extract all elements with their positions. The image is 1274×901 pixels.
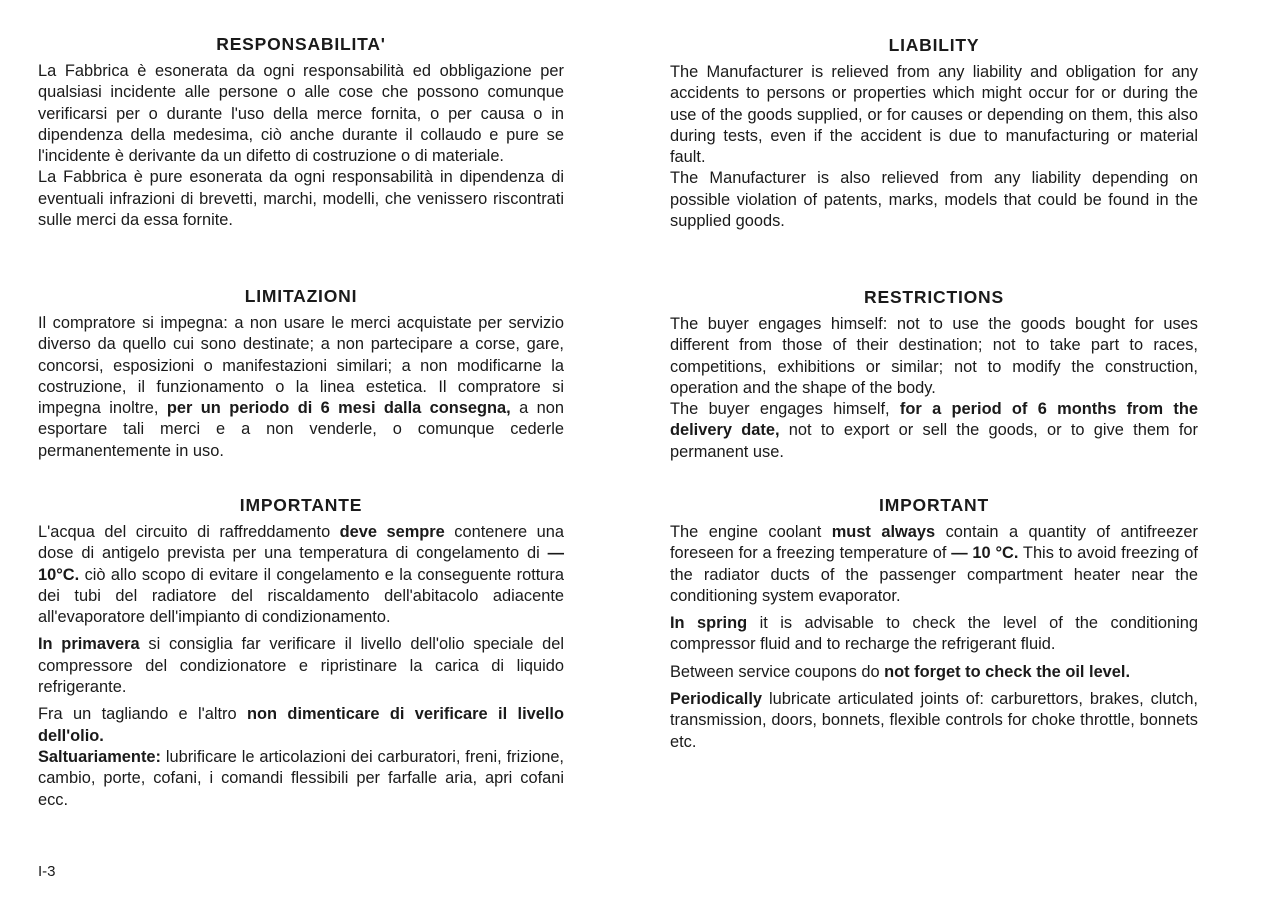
paragraph: La Fabbrica è pure esonerata da ogni responsabilità in dipendenza di eventuali infrazioni di brevetti, marchi, modelli, che venissero riscontrati sulle merci da essa fornite.: [38, 168, 564, 230]
section-body: [670, 522, 1198, 753]
section-responsabilita: [38, 33, 564, 231]
bold-text: Saltuariamente:: [38, 747, 161, 766]
text-run: Fra un tagliando e l'altro: [38, 705, 248, 724]
paragraph: [670, 613, 1198, 656]
text-run: it is advisable to check the level of the conditioning compressor fluid and to recharge the refrigerant fluid.: [670, 614, 1198, 654]
page-number: I-3: [38, 863, 56, 880]
text-run: lubrificare le articolazioni dei carburatori, freni, frizione, cambio, porte, cofani, i comandi flessibili per farfalle aria, apri cofani ecc.: [38, 747, 564, 809]
text-run: This to avoid freezing of the radiator ducts of the passenger compartment heater near the conditioning system evaporator.: [670, 544, 1198, 605]
paragraph: [38, 522, 564, 628]
paragraph: [670, 689, 1198, 753]
paragraph: The buyer engages himself: not to use the goods bought for uses different from those of their destination; not to take part to races, competitions, exhibitions or similar; not to modify the construction, operation and the shape of the body.: [670, 315, 1198, 397]
paragraph: The Manufacturer is also relieved from any liability depending on possible violation of patents, marks, models that could be found in the supplied goods.: [670, 169, 1198, 231]
bold-text: — 10 °C.: [951, 544, 1019, 563]
text-run: The buyer engages himself,: [670, 400, 900, 419]
text-run: L'acqua del circuito di raffreddamento: [38, 523, 340, 541]
text-run: contenere una dose di antigelo prevista per una temperatura di congelamento di: [38, 523, 564, 563]
text-run: not to export or sell the goods, or to give them for permanent use.: [670, 421, 1198, 461]
text-run: a non esportare tali merci e a non venderle, o comunque cederle permanentemente in uso.: [38, 399, 564, 460]
text-run: The engine coolant: [670, 523, 832, 541]
text-run: Between service coupons do: [670, 662, 885, 681]
text-run: lubricate articulated joints of: carburettors, brakes, clutch, transmission, doors, bonnets, flexible controls for choke throttle, bonnets etc.: [670, 690, 1198, 751]
bold-text: deve sempre: [339, 523, 445, 541]
paragraph: [670, 522, 1198, 607]
section-title: LIMITAZIONI: [244, 286, 358, 306]
section-body: [38, 313, 564, 462]
section-body: [38, 61, 564, 231]
section-importante: [38, 494, 564, 811]
bold-text: for a period of 6 months from the delivery date,: [670, 400, 1198, 440]
text-run: Il compratore si impegna: a non usare le merci acquistate per servizio diverso da quello cui sono destinate; a non partecipare a corse, gare, concorsi, esposizioni o manifestazioni similari; a non modificarne la costruzione, il funzionamento o la linea estetica. Il compratore si impegna inoltre,: [38, 314, 564, 418]
paragraph: [670, 399, 1198, 463]
section-title: RESPONSABILITA': [216, 34, 386, 54]
bold-text: not forget to check the oil level.: [884, 662, 1131, 681]
section-liability: [670, 34, 1198, 232]
paragraph: La Fabbrica è esonerata da ogni responsabilità ed obbligazione per qualsiasi incidente alle persone o alle cose che possono comunque verificarsi per o durante l'uso della merce fornita, o per causa o in dipendenza della medesima, ciò anche durante il collaudo e pure se l'incidente è derivante da un difetto di costruzione o di materiale.: [38, 62, 564, 166]
section-body: [670, 62, 1198, 232]
paragraph: [38, 747, 564, 811]
section-title: IMPORTANT: [879, 495, 989, 515]
section-restrictions: [670, 286, 1198, 463]
bold-text: must always: [831, 523, 936, 541]
text-run: si consiglia far verificare il livello dell'olio speciale del compressore del condizionatore e ripristinare la carica di liquido refrigerante.: [38, 635, 564, 697]
bold-text: In spring: [670, 614, 748, 633]
bold-text: non dimenticare di verificare il livello dell'olio.: [38, 705, 564, 745]
bold-text: —10°C.: [38, 544, 564, 584]
section-title: RESTRICTIONS: [864, 287, 1004, 307]
bold-text: Periodically: [670, 690, 763, 709]
text-run: contain a quantity of antifreezer foreseen for a freezing temperature of: [670, 523, 1198, 563]
bold-text: per un periodo di 6 mesi dalla consegna,: [166, 399, 511, 418]
paragraph: [38, 313, 564, 462]
paragraph: [670, 662, 1198, 683]
section-important: [670, 494, 1198, 753]
text-run: ciò allo scopo di evitare il congelamento e la conseguente rottura dei tubi del radiatore del riscaldamento dell'abitacolo adiacente all'evaporatore dell'impianto di condizionamento.: [38, 565, 564, 627]
section-title: IMPORTANTE: [239, 495, 363, 515]
section-limitazioni: [38, 285, 564, 462]
section-body: [38, 522, 564, 811]
section-body: [670, 314, 1198, 463]
paragraph: [38, 634, 564, 698]
paragraph: The Manufacturer is relieved from any liability and obligation for any accidents to persons or properties which might occur for or during the use of the goods supplied, or for causes or depending on them, this also during tests, even if the accident is due to manufacturing or material fault.: [670, 63, 1198, 167]
paragraph: [38, 704, 564, 747]
bold-text: In primavera: [38, 635, 140, 654]
section-title: LIABILITY: [888, 35, 980, 55]
